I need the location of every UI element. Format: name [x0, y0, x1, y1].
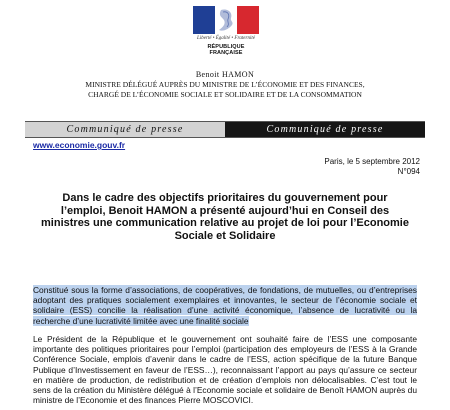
ministry-title-line-2: CHARGÉ DE L’ÉCONOMIE SOCIALE ET SOLIDAIRE ET DE LA CONSOMMATION — [88, 90, 362, 99]
dateline — [324, 157, 420, 177]
release-number: N°094 — [397, 167, 420, 176]
republique-francaise-logo — [193, 6, 259, 62]
release-date: Paris, le 5 septembre 2012 — [324, 157, 420, 166]
marianne-flag-icon — [193, 6, 259, 34]
logo-motto: Liberté • Égalité • Fraternité — [197, 36, 255, 41]
marianne-profile-icon — [193, 6, 259, 34]
website-link[interactable]: www.economie.gouv.fr — [33, 140, 126, 150]
ministry-header — [0, 70, 450, 100]
ministry-title-line-1: MINISTRE DÉLÉGUÉ AUPRÈS DU MINISTRE DE L’ÉCONOMIE ET DES FINANCES, — [85, 80, 365, 89]
paragraph-1-text: Constitué sous la forme d’associations, de coopératives, de fondations, de mutuelles, ou d’entreprises adoptant des pratiques socialement exemplaires et innovantes, le secteur de l’économie sociale et solidaire (ESS) concilie la réalisation d’une activité économique, l’absence de lucrativité ou la recherche d’une lucrativité limitée avec une finalité sociale — [33, 285, 417, 326]
press-release-title: Dans le cadre des objectifs prioritaires du gouvernement pour l’emploi, Benoit HAMON a présenté aujourd’hui en Conseil des ministres une communication relative au projet de loi pour l’Economie Sociale et Solidaire — [41, 192, 409, 242]
highlighted-paragraph — [33, 285, 417, 326]
banner-label-left: Communiqué de presse — [25, 122, 225, 137]
paragraph-2: Le Président de la République et le gouvernement ont souhaité faire de l’ESS une composante importante des politiques prioritaires pour l’emploi (participation des employeurs de l’ESS à la Grande Conférence Sociale, emplois d’avenir dans le cadre de l’ESS, action spécifique de la future Banque Publique d’Investissement en faveur de l’ESS…), reconnaissant l’apport au pays qu’assure ce secteur en matière de production, de redistribution et de création d’emplois non délocalisables. C’est tout le sens de la création du Ministère délégué à l’Economie sociale et solidaire de Benoît HAMON auprès du ministre de l’Economie et des finances Pierre MOSCOVICI. — [33, 334, 417, 406]
minister-name: Benoit HAMON — [195, 70, 255, 79]
press-release-banner — [25, 121, 425, 138]
banner-label-right: Communiqué de presse — [225, 122, 425, 137]
logo-republic-label: RÉPUBLIQUE FRANÇAISE — [207, 44, 245, 56]
